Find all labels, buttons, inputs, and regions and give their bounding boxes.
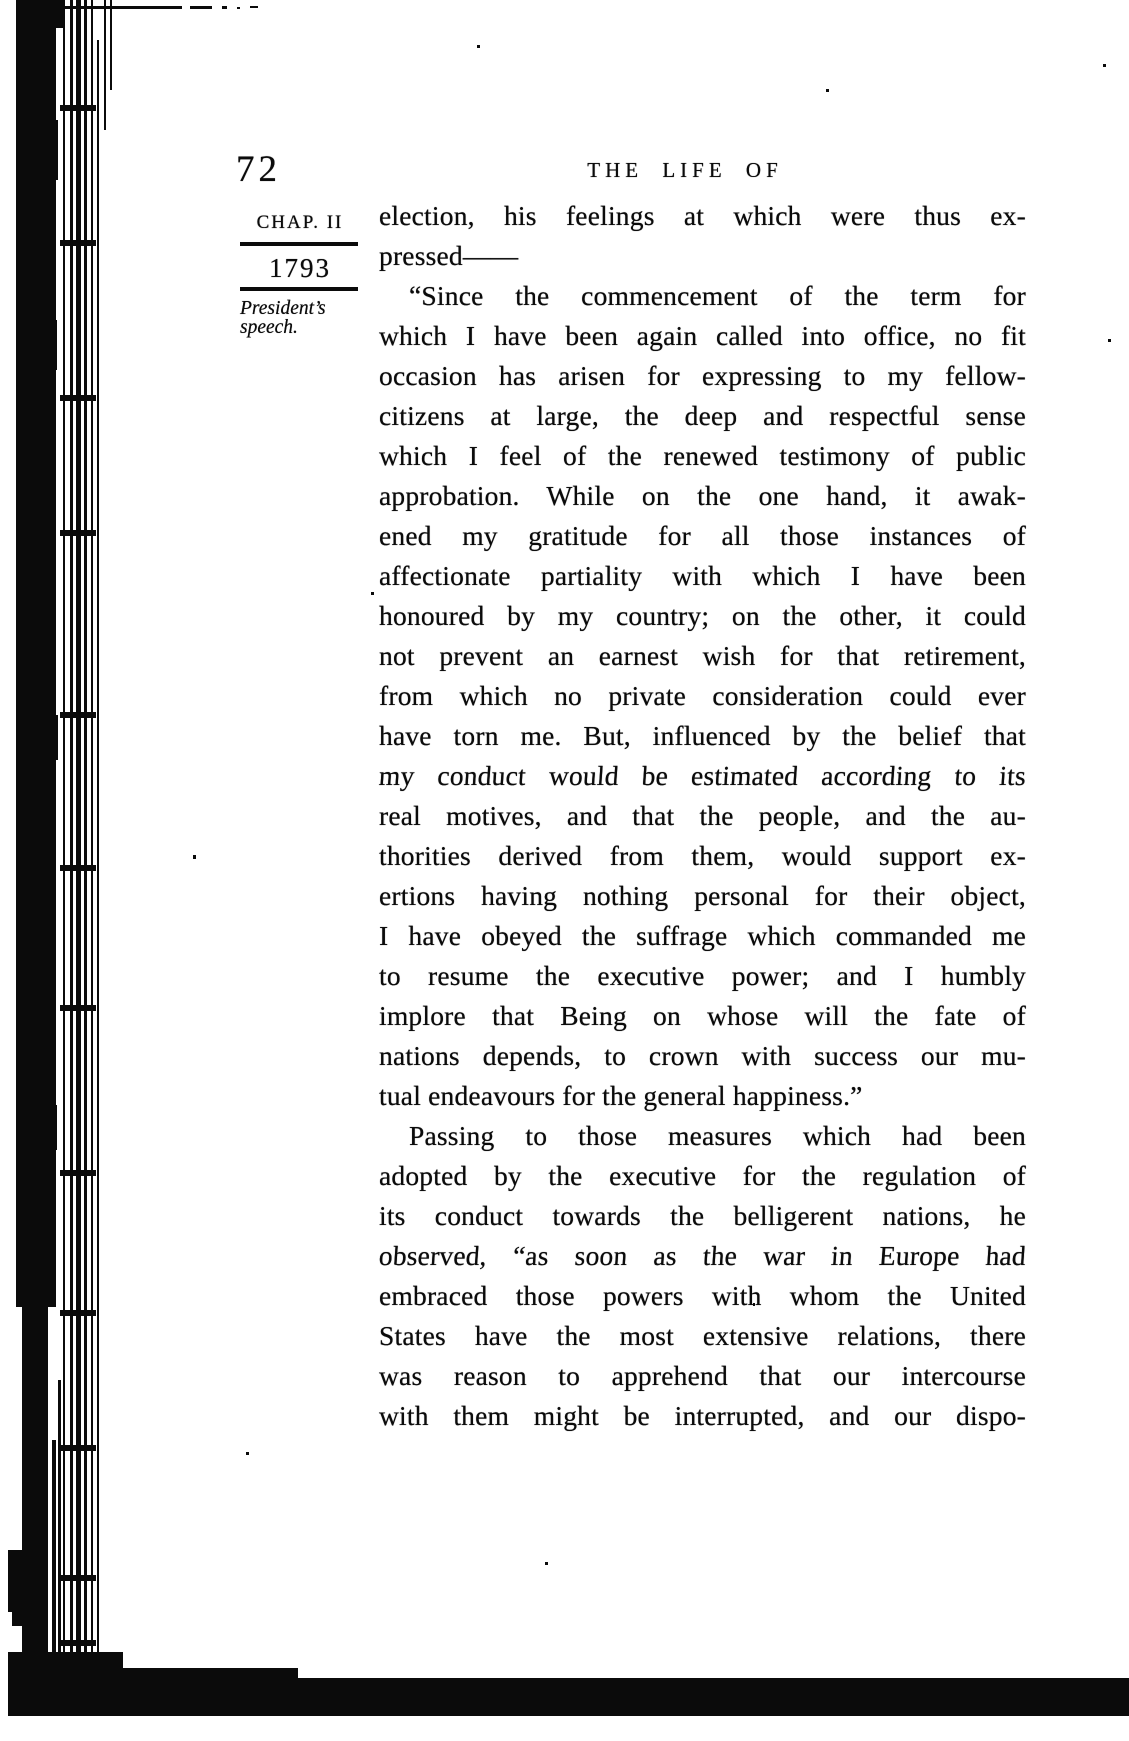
body-line: my conduct would be estimated according to its (377, 760, 1028, 791)
scan-gutter-band (50, 120, 58, 180)
body-line: not prevent an earnest wish for that retirement, (379, 640, 1026, 671)
body-line: which I feel of the renewed testimony of public (379, 440, 1026, 471)
body-line: citizens at large, the deep and respectful sense (379, 400, 1026, 431)
margin-rule (240, 287, 358, 291)
body-line: with them might be interrupted, and our dispo- (379, 1400, 1026, 1431)
body-line: was reason to apprehend that our intercourse (379, 1360, 1026, 1391)
body-line: thorities derived from them, would support ex- (379, 840, 1026, 871)
scan-gutter-band (46, 1230, 56, 1307)
scan-binding-line (70, 0, 73, 1712)
body-line: embraced those powers with whom the United (379, 1280, 1026, 1311)
scan-binding-line (76, 0, 81, 1712)
scan-speck (371, 592, 374, 595)
scan-speck (826, 89, 829, 92)
page-top-edge-line (190, 6, 212, 9)
scan-speck (246, 1452, 249, 1455)
body-line: tual endeavours for the general happiness.” (379, 1080, 863, 1111)
body-text (379, 196, 1026, 1436)
scan-gutter-band (48, 930, 56, 980)
page-top-edge-line (36, 6, 182, 9)
body-line: have torn me. But, influenced by the belief that (379, 720, 1026, 751)
body-line: nations depends, to crown with success our mu- (379, 1040, 1026, 1071)
body-line: occasion has arisen for expressing to my fellow- (379, 360, 1026, 391)
scan-speck (1108, 339, 1111, 342)
scan-tick (60, 395, 96, 401)
scan-blob (8, 1550, 42, 1612)
scan-blob (12, 1612, 30, 1626)
scan-gutter-band (50, 320, 57, 370)
body-line: affectionate partiality with which I have been (379, 560, 1026, 591)
scan-tick (60, 240, 96, 246)
body-line: observed, “as soon as the war in Europe had (377, 1240, 1028, 1271)
running-header: THE LIFE OF (587, 158, 783, 182)
scan-binding-line (110, 0, 112, 90)
page-top-edge-line (250, 6, 258, 8)
body-line: its conduct towards the belligerent nations, he (379, 1200, 1026, 1231)
body-line: “Since the commencement of the term for (409, 280, 1026, 311)
scan-binding-line (91, 0, 93, 1710)
body-line: real motives, and that the people, and the au- (379, 800, 1026, 831)
scan-speck (1103, 64, 1106, 67)
scan-tick (60, 530, 96, 536)
body-line: ertions having nothing personal for their object, (379, 880, 1026, 911)
scan-tick (60, 1640, 96, 1646)
margin-sidenote: President’s speech. (240, 298, 326, 338)
body-line: pressed—— (379, 240, 519, 271)
scan-binding-line (97, 40, 99, 1680)
scan-speck (193, 855, 196, 859)
page-number: 72 (236, 149, 281, 190)
scan-binding-line (104, 0, 106, 130)
body-line: election, his feelings at which were thus ex- (379, 200, 1026, 231)
chapter-heading: CHAP. II (256, 212, 344, 233)
body-line: ened my gratitude for all those instances of (379, 520, 1026, 551)
scan-tick (60, 105, 96, 111)
scan-binding-line (52, 1440, 56, 1660)
scan-bottom-bar (8, 1678, 1129, 1716)
body-line: I have obeyed the suffrage which commanded me (379, 920, 1026, 951)
scan-tick (60, 1575, 96, 1581)
scan-speck (477, 45, 480, 48)
scan-tick (60, 1310, 96, 1316)
body-line: which I have been again called into office, no fit (379, 320, 1026, 351)
scan-tick (60, 865, 96, 871)
body-line: adopted by the executive for the regulation of (379, 1160, 1026, 1191)
body-line: approbation. While on the one hand, it awak- (379, 480, 1026, 511)
scan-tick (60, 1170, 96, 1176)
page-top-edge-line (222, 6, 227, 9)
margin-year: 1793 (269, 253, 331, 283)
scan-gutter-band (48, 520, 56, 575)
scan-tick (60, 712, 96, 718)
scan-speck (545, 1562, 548, 1565)
scan-tick (60, 1445, 96, 1451)
page-top-edge-line (237, 7, 240, 9)
scan-binding-line (58, 1380, 61, 1660)
scan-tick (60, 1005, 96, 1011)
body-line: implore that Being on whose will the fate of (379, 1000, 1026, 1031)
scan-gutter-band (25, 0, 65, 28)
scan-gutter-band (30, 1307, 44, 1707)
body-line: honoured by my country; on the other, it could (379, 600, 1026, 631)
body-line: Passing to those measures which had been (409, 1120, 1026, 1151)
margin-rule (240, 242, 358, 246)
body-line: to resume the executive power; and I humbly (379, 960, 1026, 991)
scan-gutter-band (50, 1105, 57, 1150)
body-line: from which no private consideration could ever (379, 680, 1026, 711)
body-line: States have the most extensive relations, there (379, 1320, 1026, 1351)
scan-gutter-band (50, 715, 58, 760)
